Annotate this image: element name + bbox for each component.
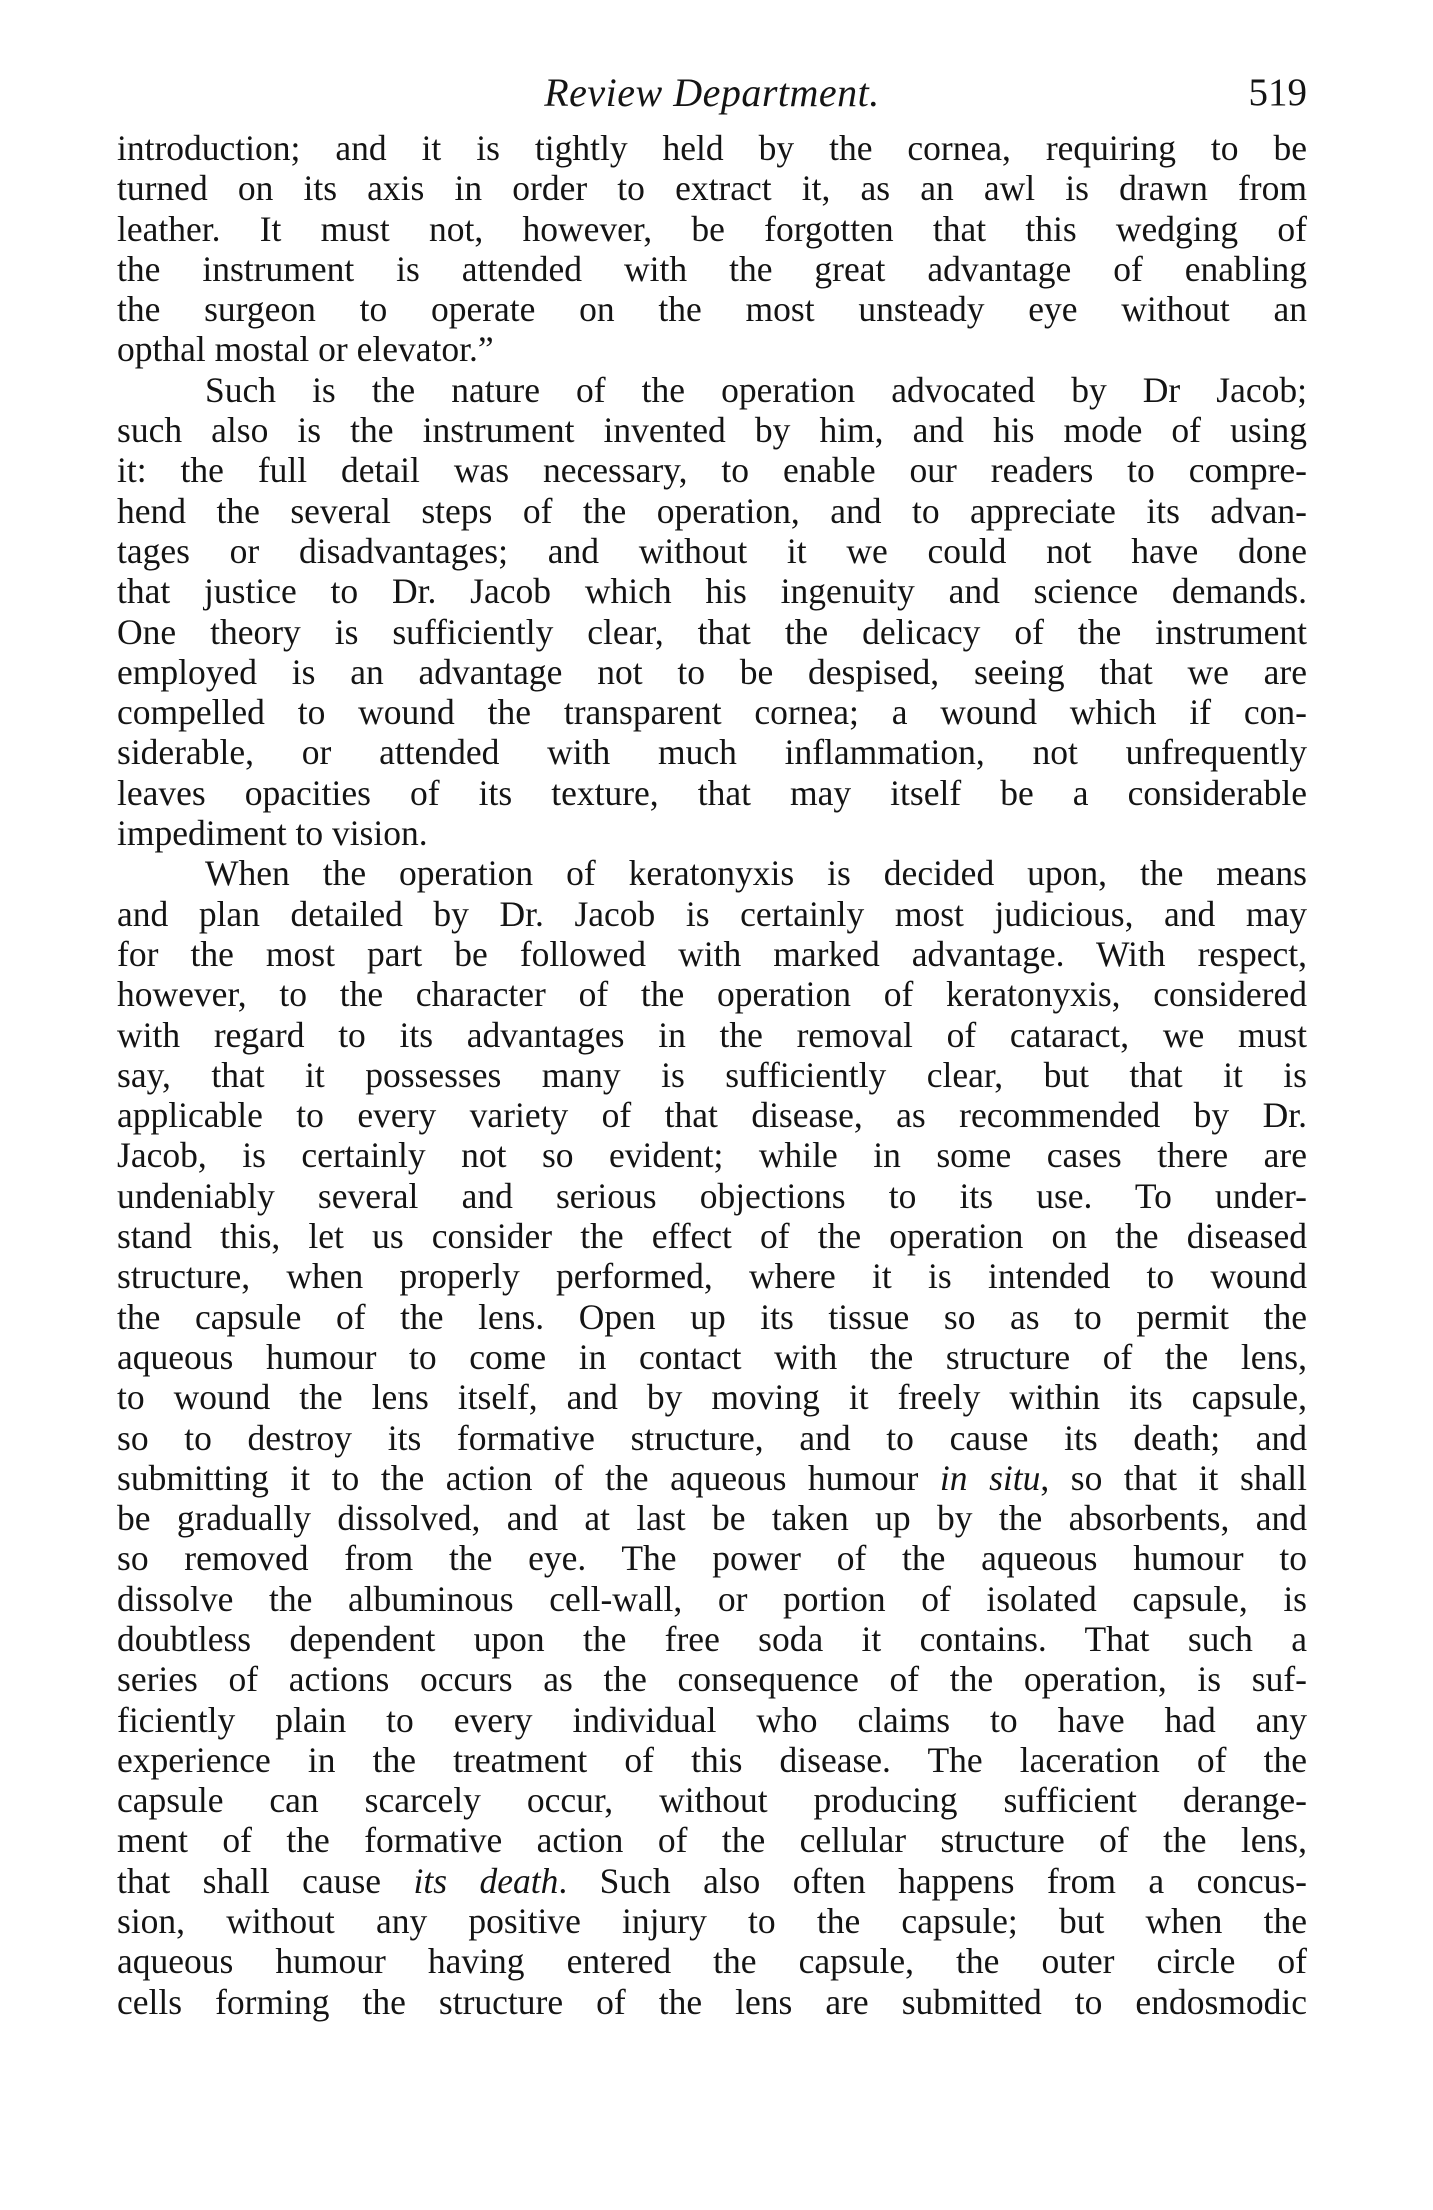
text-line: ficiently plain to every individual who claims to have had any [117, 1699, 1307, 1740]
text-line: siderable, or attended with much inflammation, not unfrequently [117, 732, 1307, 773]
text-line: however, to the character of the operation of keratonyxis, considered [117, 974, 1307, 1015]
text-line: say, that it possesses many is sufficiently clear, but that it is [117, 1054, 1307, 1095]
text-line: that justice to Dr. Jacob which his ingenuity and science demands. [117, 571, 1307, 612]
text-line: employed is an advantage not to be despised, seeing that we are [117, 651, 1307, 692]
text-line: leather. It must not, however, be forgotten that this wedging of [117, 208, 1307, 249]
text-line: series of actions occurs as the consequence of the operation, is suf- [117, 1659, 1307, 1700]
text-line: undeniably several and serious objections to its use. To under- [117, 1175, 1307, 1216]
text-line: hend the several steps of the operation, and to appreciate its advan- [117, 490, 1307, 531]
text-line: compelled to wound the transparent cornea; a wound which if con- [117, 692, 1307, 733]
text-line: so removed from the eye. The power of the aqueous humour to [117, 1538, 1307, 1579]
text-line: applicable to every variety of that disease, as recommended by Dr. [117, 1095, 1307, 1136]
text-line: cells forming the structure of the lens are submitted to endosmodic [117, 1981, 1307, 2022]
text-line: the instrument is attended with the great advantage of enabling [117, 248, 1307, 289]
text-line: it: the full detail was necessary, to enable our readers to compre- [117, 450, 1307, 491]
running-title: Review Department. [544, 70, 880, 115]
text-line: When the operation of keratonyxis is decided upon, the means [205, 853, 1307, 894]
text-line: submitting it to the action of the aqueous humour in situ, so that it shall [117, 1457, 1307, 1498]
text-line: for the most part be followed with marked advantage. With respect, [117, 933, 1307, 974]
text-line: stand this, let us consider the effect of the operation on the diseased [117, 1216, 1307, 1257]
text-line: and plan detailed by Dr. Jacob is certainly most judicious, and may [117, 893, 1307, 934]
body-text [117, 128, 1307, 2022]
text-line: structure, when properly performed, where it is intended to wound [117, 1256, 1307, 1297]
text-line: be gradually dissolved, and at last be taken up by the absorbents, and [117, 1498, 1307, 1539]
text-line: doubtless dependent upon the free soda it contains. That such a [117, 1618, 1307, 1659]
text-line: leaves opacities of its texture, that may itself be a considerable [117, 772, 1307, 813]
text-line: One theory is sufficiently clear, that the delicacy of the instrument [117, 611, 1307, 652]
text-line: tages or disadvantages; and without it we could not have done [117, 530, 1307, 571]
text-line: Such is the nature of the operation advocated by Dr Jacob; [205, 369, 1307, 410]
text-line: aqueous humour having entered the capsule, the outer circle of [117, 1941, 1307, 1982]
text-line: to wound the lens itself, and by moving it freely within its capsule, [117, 1377, 1307, 1418]
text-line: aqueous humour to come in contact with the structure of the lens, [117, 1336, 1307, 1377]
page-number: 519 [1248, 71, 1307, 114]
text-line: Jacob, is certainly not so evident; while in some cases there are [117, 1135, 1307, 1176]
text-line: opthal mostal or elevator.” [117, 329, 494, 370]
text-line: the capsule of the lens. Open up its tissue so as to permit the [117, 1296, 1307, 1337]
text-line: so to destroy its formative structure, and to cause its death; and [117, 1417, 1307, 1458]
text-line: experience in the treatment of this disease. The laceration of the [117, 1739, 1307, 1780]
text-line: introduction; and it is tightly held by the cornea, requiring to be [117, 128, 1307, 168]
running-head [117, 68, 1307, 118]
text-line: ment of the formative action of the cellular structure of the lens, [117, 1820, 1307, 1861]
text-line: sion, without any positive injury to the capsule; but when the [117, 1901, 1307, 1942]
text-line: such also is the instrument invented by him, and his mode of using [117, 410, 1307, 451]
text-line: capsule can scarcely occur, without producing sufficient derange- [117, 1780, 1307, 1821]
text-line: turned on its axis in order to extract it, as an awl is drawn from [117, 168, 1307, 209]
text-line: that shall cause its death. Such also often happens from a concus- [117, 1860, 1307, 1901]
text-line: with regard to its advantages in the removal of cataract, we must [117, 1014, 1307, 1055]
text-line: impediment to vision. [117, 813, 428, 854]
text-line: the surgeon to operate on the most unsteady eye without an [117, 289, 1307, 330]
text-line: dissolve the albuminous cell-wall, or portion of isolated capsule, is [117, 1578, 1307, 1619]
